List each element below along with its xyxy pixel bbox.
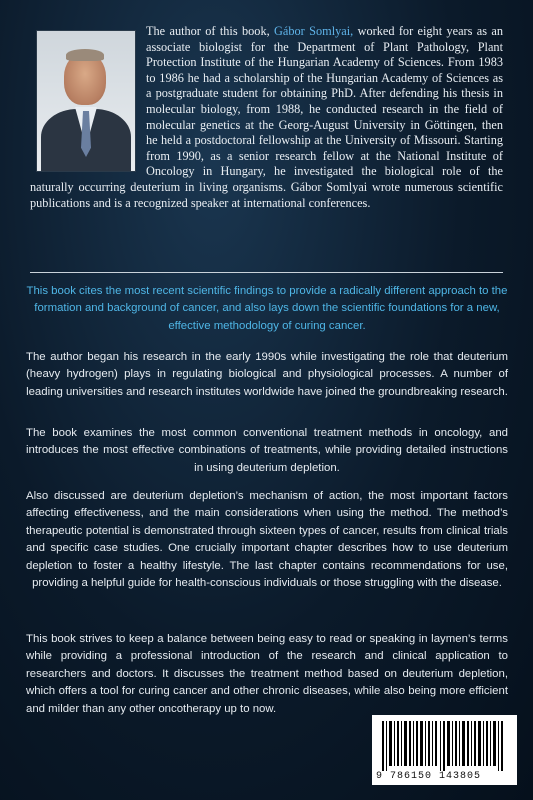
description-paragraph-3: Also discussed are deuterium depletion’s mechanism of action, the most important factors affecting effectiveness, and the main considerations when using the method. The method’s therapeutic potential is demonstrated through sixteen types of cancer, results from clinical trials and specific case studies. One crucially important chapter describes how to use deuterium depletion to foster a healthy lifestyle. The last chapter contains recommendations for use, providing a helpful guide for health-conscious individuals or those struggling with the disease.	[26, 490, 508, 590]
description-paragraph-1: The author began his research in the early 1990s while investigating the role that deuterium (heavy hydrogen) plays in regulating biological and physiological processes. A number of leading universities and research institutes worldwide have joined the groundbreaking research.	[26, 351, 508, 398]
author-name: Gábor Somlyai,	[274, 24, 354, 38]
author-bio-text: The author of this book, Gábor Somlyai, worked for eight years as an associate biologist for the Department of Plant Pathology, Plant Protection Institute of the Hungarian Academy of Sciences. From 1983 to 1986 he had a scholarship of the Hungarian Academy of Sciences as a postgraduate student for obtaining PhD. After defending his thesis in molecular biology, from 1988, he conducted research in the field of molecular genetics at the Georg-August University in Göttingen, then he held a postdoctoral fellowship at the University of Missouri. Starting from 1990, as a senior research fellow at the National Institute of Oncology in Hungary, he investigated the biological role of the naturally occurring deuterium in living organisms. Gábor Somlyai wrote numerous scientific publications and is a recognized speaker at international conferences.	[30, 24, 504, 210]
description-paragraph-2: The book examines the most common conventional treatment methods in oncology, and introduces the most effective combinations of treatments, while providing detailed instructions in using deuterium depletion.	[26, 427, 508, 474]
isbn-barcode	[372, 715, 517, 785]
author-bio-section	[30, 24, 503, 211]
description-paragraph-4: This book strives to keep a balance between being easy to read or speaking in laymen’s terms while providing a professional introduction of the research and clinical application to researchers and doctors. It discusses the treatment method based on deuterium depletion, which offers a tool for curing cancer and other chronic diseases, while also being more efficient and milder than any other oncotherapy up to now.	[26, 633, 508, 715]
author-portrait	[36, 30, 136, 172]
barcode-bars	[382, 721, 507, 771]
isbn-digits: 9 786150 143805	[376, 771, 482, 782]
divider-line	[30, 272, 503, 273]
lead-paragraph: This book cites the most recent scientific findings to provide a radically different approach to the formation and background of cancer, and also lays down the scientific foundations for a new, effective methodology of curing cancer.	[26, 285, 508, 332]
